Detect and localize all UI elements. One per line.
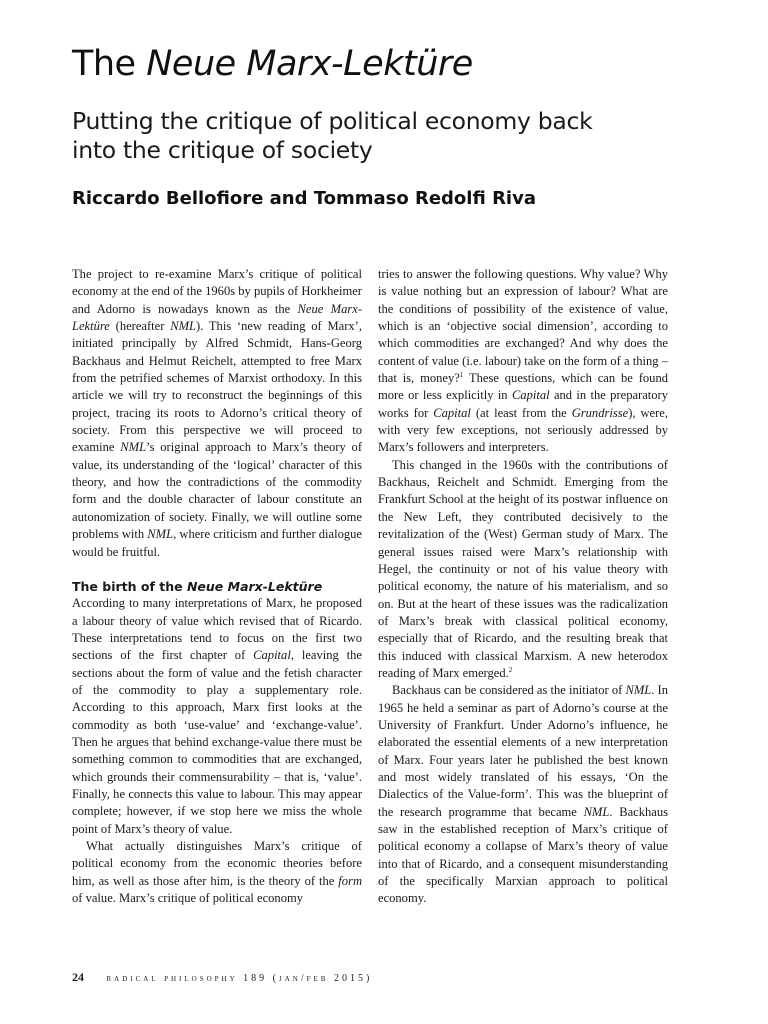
body-paragraph: What actually distinguishes Marx’s critique of political economy from the economic theories before him, as well as those after him, is the theory of the form of value. Marx’s critique of political economy [72,839,362,906]
journal-name: radical philosophy 189 (jan/feb 2015) [106,973,373,984]
title-plain: The [72,44,147,84]
article-title [72,44,473,84]
intro-paragraph: The project to re-examine Marx’s critique of political economy at the end of the 1960s by pupils of Horkheimer and Adorno is nowadays known as the Neue Marx-Lektüre (hereafter NML). This ‘new reading of Marx’, initiated principally by Alfred Schmidt, Hans-Georg Backhaus and Helmut Reichelt, attempted to free Marx from the petrified schemes of Marxist orthodoxy. In this article we will try to reconstruct the beginnings of this project, tracing its roots to Adorno’s critical theory of society. From this perspective we will proceed to examine NML’s original approach to Marx’s theory of value, its understanding of the ‘logical’ character of this theory, and how the contradictions of the commodity form and the double character of labour constitute an autonomization of society. Finally, we will outline some problems with NML, where criticism and further dialogue would be fruitful. [72,267,362,559]
page-footer [72,970,372,985]
right-column [378,266,668,908]
article-subtitle: Putting the critique of political economy back into the critique of society [72,107,593,164]
body-paragraph: Backhaus can be considered as the initiator of NML. In 1965 he held a seminar as part of Adorno’s course at the University of Frankfurt. Under Adorno’s influence, he elaborated the essential elements of a new interpretation of Marx. Four years later he published the best known and most widely translated of his essays, ‘On the Dialectics of the Value-form’. This was the blueprint of the research programme that became NML. Backhaus saw in the established reception of Marx’s critique of political economy a collapse of Marx’s theory of value into that of Ricardo, and a consequent misunderstanding of the specifically Marxian approach to political economy. [378,683,668,906]
left-column [72,266,362,907]
page-number: 24 [72,970,84,984]
body-paragraph: This changed in the 1960s with the contributions of Backhaus, Reichelt and Schmidt. Emerging from the Frankfurt School at the height of its postwar influence on the New Left, they contributed decisively to the revitalization of the (West) German study of Marx. The general issues raised were Marx’s relationship with Hegel, the continuity or not of his value theory with political economy, the nature of his materialism, and so on. But at the heart of these issues was the radicalization of Marx’s break with classical political economy, especially that of Ricardo, and the resulting break that this induced with classical Marxism. A new heterodox reading of Marx emerged.$^2$ [378,457,668,680]
article-authors: Riccardo Bellofiore and Tommaso Redolfi Riva [72,188,536,209]
body-paragraph: tries to answer the following questions. Why value? Why is value nothing but an expression of labour? What are the conditions of possibility of the existence of value, which is an ‘objective social dimension’, according to which commodities are exchanged? And why does the content of value (i.e. labour) take on the form of a thing – that is, money?$^1$ These questions, which can be found more or less explicitly in Capital and in the preparatory works for Capital (at least from the Grundrisse), were, with very few exceptions, not seriously addressed by Marx’s followers and interpreters. [378,267,669,455]
footnote-marker[interactable]: 1 [459,371,464,380]
title-italic: Neue Marx-Lektüre [146,44,473,84]
section-heading: The birth of the Neue Marx-Lektüre [72,578,323,594]
footnote-marker[interactable]: 2 [508,665,513,674]
body-paragraph: According to many interpretations of Marx, he proposed a labour theory of value which revised that of Ricardo. These interpretations tend to focus on the first two sections of the first chapter of Capital, leaving the sections about the form of value and the fetish character of the commodity to play a supplementary role. According to this approach, Marx first looks at the commodity as both ‘use-value’ and ‘exchange-value’. Then he argues that behind exchange-value there must be something common to commodities that are exchanged, which grounds their commensurability – that is, ‘value’. Finally, he connects this value to labour. This may appear complete; however, if we stop here we miss the whole point of Marx’s theory of value. [72,596,362,836]
